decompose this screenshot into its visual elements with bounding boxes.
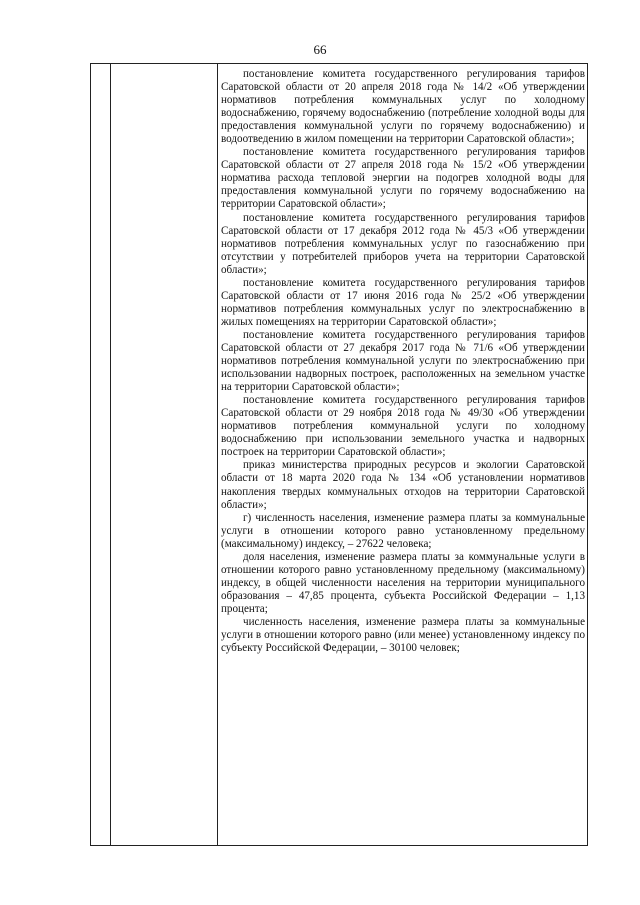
document-table: [90, 63, 588, 846]
paragraph: г) численность населения, изменение размера платы за коммунальные услуги в отношении которого равно установленному предельному (максимальному) индексу, – 27622 человека;: [221, 511, 585, 550]
paragraph: приказ министерства природных ресурсов и экологии Саратовской области от 18 марта 2020 года № 134 «Об установлении нормативов накопления твердых коммунальных отходов на территории Саратовской области»;: [221, 459, 585, 511]
paragraph: постановление комитета государственного регулирования тарифов Саратовской области от 27 апреля 2018 года № 15/2 «Об утверждении норматива расхода тепловой энергии на подогрев холодной воды для предоставления коммунальной услуги по горячему водоснабжению на территории Саратовской области»;: [221, 146, 585, 211]
paragraph: постановление комитета государственного регулирования тарифов Саратовской области от 17 июня 2016 года № 25/2 «Об утверждении нормативов потребления коммунальных услуг по электроснабжению в жилых помещениях на территории Саратовской области»;: [221, 276, 585, 328]
page-number: 66: [313, 42, 327, 57]
paragraph: постановление комитета государственного регулирования тарифов Саратовской области от 27 декабря 2017 года № 71/6 «Об утверждении нормативов потребления коммунальной услуги по электроснабжению при использовании надворных построек, расположенных на земельном участке на территории Саратовской области»;: [221, 328, 585, 394]
paragraph: постановление комитета государственного регулирования тарифов Саратовской области от 29 ноября 2018 года № 49/30 «Об утверждении нормативов потребления коммунальной услуги по холодному водоснабжению при использовании земельного участка и надворных построек на территории Саратовской области»;: [221, 394, 585, 459]
table-column-divider: [110, 64, 111, 845]
table-cell-content: [221, 68, 585, 655]
paragraph: доля населения, изменение размера платы за коммунальные услуги в отношении которого равно установленному предельному (максимальному) индексу, в общей численности населения на территории муниципального образования – 47,85 процента, субъекта Российской Федерации – 1,13 процента;: [221, 550, 585, 615]
paragraph: постановление комитета государственного регулирования тарифов Саратовской области от 20 апреля 2018 года № 14/2 «Об утверждении нормативов потребления коммунальных услуг по холодному водоснабжению, горячему водоснабжению (потребление холодной воды для предоставления коммунальной услуги по горячему водоснабжению) и водоотведению в жилом помещении на территории Саратовской области»;: [221, 68, 585, 146]
paragraph: постановление комитета государственного регулирования тарифов Саратовской области от 17 декабря 2012 года № 45/3 «Об утверждении нормативов потребления коммунальных услуг по газоснабжению при отсутствии у потребителей приборов учета на территории Саратовской области»;: [221, 211, 585, 276]
table-column-divider: [217, 64, 218, 845]
paragraph: численность населения, изменение размера платы за коммунальные услуги в отношении которого равно (или менее) установленному индексу по субъекту Российской Федерации, – 30100 человек;: [221, 615, 585, 655]
